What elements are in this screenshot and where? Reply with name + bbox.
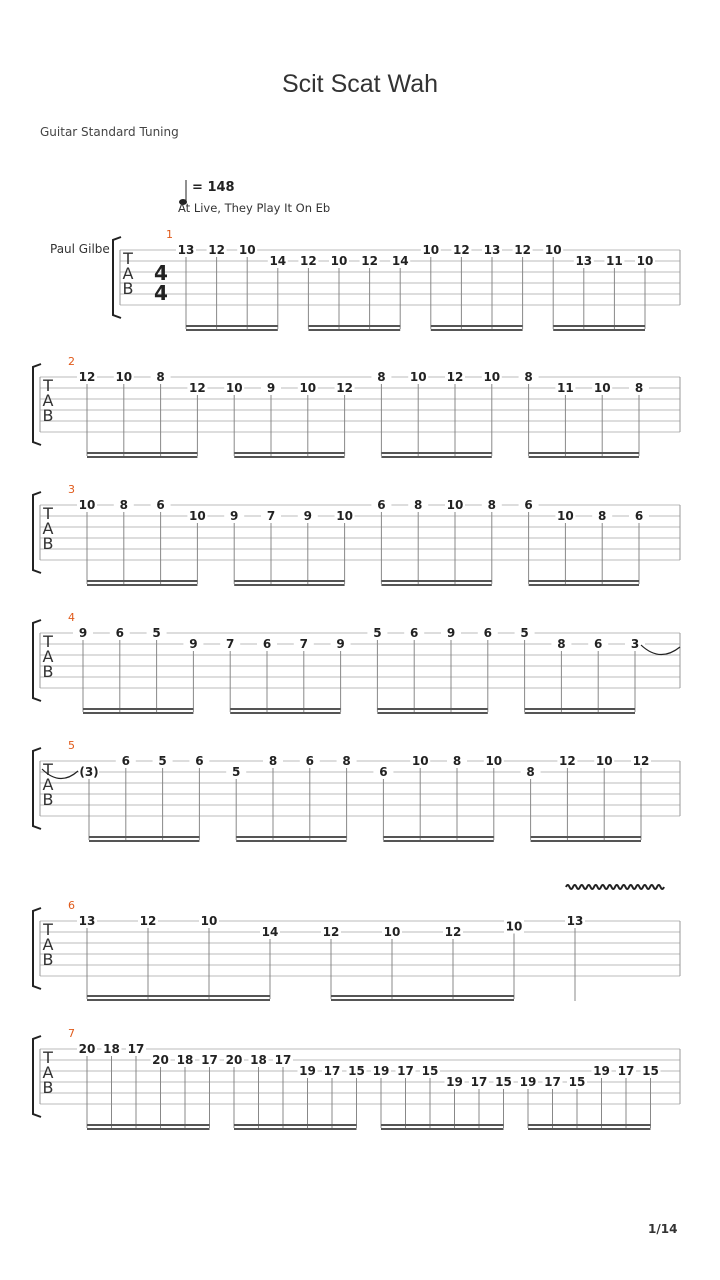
tab-note: 13 — [177, 243, 195, 257]
tab-letter: B — [42, 1078, 54, 1097]
tab-note: 10 — [544, 243, 562, 257]
tab-note: 6 — [594, 637, 603, 651]
tab-note: 10 — [78, 498, 96, 512]
tuning-label: Guitar Standard Tuning — [40, 125, 179, 139]
measure-number: 2 — [68, 355, 75, 368]
tab-note: 6 — [195, 754, 204, 768]
song-title: Scit Scat Wah — [281, 70, 439, 98]
tab-note: 6 — [305, 754, 314, 768]
beam — [525, 712, 635, 714]
beam — [234, 1124, 357, 1126]
tab-note: 15 — [421, 1064, 439, 1078]
beam — [531, 836, 641, 838]
tab-note: 13 — [78, 914, 96, 928]
beam — [381, 452, 491, 454]
beam — [381, 1124, 504, 1126]
tab-note: 13 — [483, 243, 501, 257]
beam — [87, 1124, 210, 1126]
tab-note: 6 — [262, 637, 272, 651]
beam — [308, 325, 400, 327]
beam — [83, 712, 193, 714]
tab-letter: T — [43, 920, 53, 939]
tab-note: 6 — [634, 509, 644, 523]
tab-note: 19 — [299, 1064, 316, 1078]
tab-note: 14 — [261, 925, 279, 939]
tab-note: 8 — [377, 370, 386, 384]
tab-letter: T — [43, 376, 53, 395]
tab-note: 13 — [566, 914, 584, 928]
beam — [381, 456, 491, 458]
measure-number: 1 — [166, 228, 173, 241]
tab-letter: A — [42, 775, 54, 794]
tab-note: 6 — [115, 626, 124, 640]
tab-note: 8 — [342, 754, 351, 768]
tab-note: 17 — [397, 1064, 414, 1078]
tab-note: 12 — [361, 254, 378, 268]
tab-letter: T — [43, 1048, 53, 1067]
tab-note: 8 — [487, 498, 496, 512]
beam — [234, 1128, 357, 1130]
tab-note: 12 — [139, 914, 157, 928]
tab-note: 12 — [559, 754, 576, 768]
beam — [87, 584, 197, 586]
tab-note: (3) — [79, 765, 99, 779]
tab-note: 12 — [514, 243, 531, 257]
tab-letter: T — [123, 249, 133, 268]
beam — [529, 456, 639, 458]
beam — [234, 452, 344, 454]
tab-note: 18 — [176, 1053, 194, 1067]
tab-note: 6 — [483, 626, 492, 640]
tab-note: 12 — [78, 370, 96, 384]
tab-note: 10 — [595, 754, 613, 768]
beam — [87, 452, 197, 454]
beam — [525, 708, 635, 710]
tab-note: 10 — [409, 370, 427, 384]
beam — [87, 580, 197, 582]
tab-letter: B — [122, 279, 134, 298]
measure-number: 6 — [68, 899, 75, 912]
beam — [230, 712, 340, 714]
tab-note: 8 — [156, 370, 165, 384]
tab-note: 20 — [152, 1053, 169, 1067]
tab-note: 12 — [453, 243, 470, 257]
beam — [381, 1128, 504, 1130]
tab-note: 12 — [300, 254, 317, 268]
tab-note: 10 — [422, 243, 440, 257]
tab-note: 11 — [606, 254, 623, 268]
tab-note: 8 — [634, 381, 644, 395]
tab-note: 5 — [520, 626, 529, 640]
tab-letter: B — [42, 950, 54, 969]
tab-letter: T — [43, 760, 53, 779]
tab-note: 9 — [189, 637, 198, 651]
tab-note: 10 — [225, 381, 243, 395]
tab-note: 6 — [377, 498, 386, 512]
beam — [331, 999, 514, 1001]
tab-note: 6 — [379, 765, 388, 779]
tab-note: 6 — [524, 498, 533, 512]
beam — [528, 1128, 651, 1130]
beam — [87, 456, 197, 458]
tempo-value: 148 — [207, 180, 235, 195]
beam — [234, 580, 344, 582]
tab-note: 19 — [519, 1075, 537, 1089]
tab-note: 10 — [411, 754, 429, 768]
tab-note: 17 — [617, 1064, 635, 1078]
tab-letter: A — [42, 519, 54, 538]
tie-start — [641, 645, 680, 655]
tab-note: 8 — [119, 498, 128, 512]
tab-letter: T — [43, 504, 53, 523]
beam — [431, 325, 523, 327]
beam — [529, 452, 639, 454]
beam — [87, 999, 270, 1001]
tab-letter: A — [42, 391, 54, 410]
tab-note: 14 — [391, 254, 409, 268]
tab-note: 20 — [225, 1053, 243, 1067]
tab-note: 10 — [200, 914, 218, 928]
beam — [230, 708, 340, 710]
tab-note: 10 — [115, 370, 133, 384]
measure-number: 5 — [68, 739, 75, 752]
tab-note: 8 — [452, 754, 462, 768]
tab-note: 8 — [598, 509, 607, 523]
beam — [377, 712, 487, 714]
tab-note: 3 — [630, 637, 640, 651]
beam — [234, 456, 344, 458]
tab-note: 7 — [226, 637, 235, 651]
beam — [83, 708, 193, 710]
measure-number: 7 — [68, 1027, 75, 1040]
tab-note: 7 — [266, 509, 276, 523]
tab-note: 20 — [78, 1042, 96, 1056]
tab-note: 11 — [557, 381, 574, 395]
tab-note: 14 — [269, 254, 287, 268]
tab-letter: B — [42, 406, 54, 425]
time-signature-top: 4 — [154, 261, 168, 285]
beam — [87, 1128, 210, 1130]
tab-note: 17 — [470, 1075, 488, 1089]
tab-note: 5 — [152, 626, 161, 640]
performance-note: At Live, They Play It On Eb — [178, 201, 331, 215]
tab-note: 12 — [208, 243, 225, 257]
tab-letter: B — [42, 662, 54, 681]
tab-note: 10 — [593, 381, 611, 395]
beam — [236, 836, 346, 838]
beam — [186, 329, 278, 331]
beam — [87, 995, 270, 997]
beam — [186, 325, 278, 327]
beam — [377, 708, 487, 710]
tab-note: 12 — [632, 754, 650, 768]
vibrato-icon — [566, 885, 664, 889]
beam — [89, 840, 199, 842]
beam — [308, 329, 400, 331]
beam — [553, 325, 645, 327]
beam — [331, 995, 514, 997]
time-signature-bottom: 4 — [154, 281, 168, 305]
tab-note: 6 — [121, 754, 130, 768]
tab-note: 10 — [336, 509, 353, 523]
tab-note: 8 — [557, 637, 566, 651]
tab-note: 5 — [373, 626, 382, 640]
tab-note: 12 — [444, 925, 462, 939]
tab-note: 10 — [189, 509, 206, 523]
tab-letter: B — [42, 790, 54, 809]
tab-note: 8 — [414, 498, 423, 512]
tab-note: 6 — [156, 498, 165, 512]
tab-note: 19 — [372, 1064, 390, 1078]
tab-letter: A — [42, 935, 54, 954]
measure-number: 3 — [68, 483, 75, 496]
beam — [381, 584, 491, 586]
tab-note: 10 — [446, 498, 464, 512]
tab-note: 10 — [636, 254, 654, 268]
beam — [529, 584, 639, 586]
tab-note: 17 — [544, 1075, 561, 1089]
beam — [383, 836, 493, 838]
beam — [531, 840, 641, 842]
tab-note: 18 — [250, 1053, 267, 1067]
beam — [529, 580, 639, 582]
tab-note: 17 — [127, 1042, 145, 1056]
tab-note: 17 — [201, 1053, 218, 1067]
tab-note: 7 — [299, 637, 308, 651]
tab-note: 17 — [323, 1064, 341, 1078]
tab-letter: T — [43, 632, 53, 651]
beam — [528, 1124, 651, 1126]
beam — [234, 584, 344, 586]
tab-note: 9 — [266, 381, 276, 395]
tab-note: 10 — [330, 254, 348, 268]
tab-note: 15 — [642, 1064, 659, 1078]
tab-note: 10 — [485, 754, 503, 768]
tab-note: 10 — [557, 509, 574, 523]
tab-letter: A — [42, 647, 54, 666]
tab-note: 10 — [483, 370, 501, 384]
tempo-symbol: = — [192, 180, 203, 195]
beam — [383, 840, 493, 842]
beam — [553, 329, 645, 331]
measure-number: 4 — [68, 611, 75, 624]
beam — [89, 836, 199, 838]
page-number: 1/14 — [648, 1222, 678, 1236]
tab-note: 18 — [103, 1042, 120, 1056]
tab-note: 5 — [232, 765, 241, 779]
tab-note: 10 — [505, 919, 523, 934]
beam — [236, 840, 346, 842]
tab-note: 15 — [348, 1064, 365, 1078]
tab-note: 8 — [524, 370, 533, 384]
tab-note: 9 — [446, 626, 456, 640]
track-name: Paul Gilbe — [50, 242, 110, 256]
tab-note: 8 — [526, 765, 535, 779]
tab-note: 15 — [495, 1075, 512, 1089]
tab-letter: A — [42, 1063, 54, 1082]
tab-letter: A — [122, 264, 134, 283]
tab-note: 9 — [78, 626, 88, 640]
tab-note: 9 — [303, 509, 312, 523]
tab-note: 12 — [189, 381, 206, 395]
tab-note: 10 — [299, 381, 317, 395]
tab-note: 13 — [575, 254, 593, 268]
tab-note: 10 — [238, 243, 256, 257]
tab-note: 17 — [274, 1053, 292, 1067]
tab-note: 6 — [410, 626, 419, 640]
tab-letter: B — [42, 534, 54, 553]
tab-note: 15 — [568, 1075, 586, 1089]
tab-note: 12 — [336, 381, 353, 395]
tab-note: 19 — [593, 1064, 610, 1078]
tab-note: 12 — [446, 370, 464, 384]
tab-note: 9 — [336, 637, 345, 651]
beam — [381, 580, 491, 582]
tab-note: 10 — [383, 925, 401, 939]
tab-note: 19 — [446, 1075, 463, 1089]
tab-note: 9 — [230, 509, 239, 523]
tab-note: 5 — [158, 754, 167, 768]
beam — [431, 329, 523, 331]
tab-note: 8 — [268, 754, 278, 768]
tab-note: 12 — [322, 925, 340, 939]
